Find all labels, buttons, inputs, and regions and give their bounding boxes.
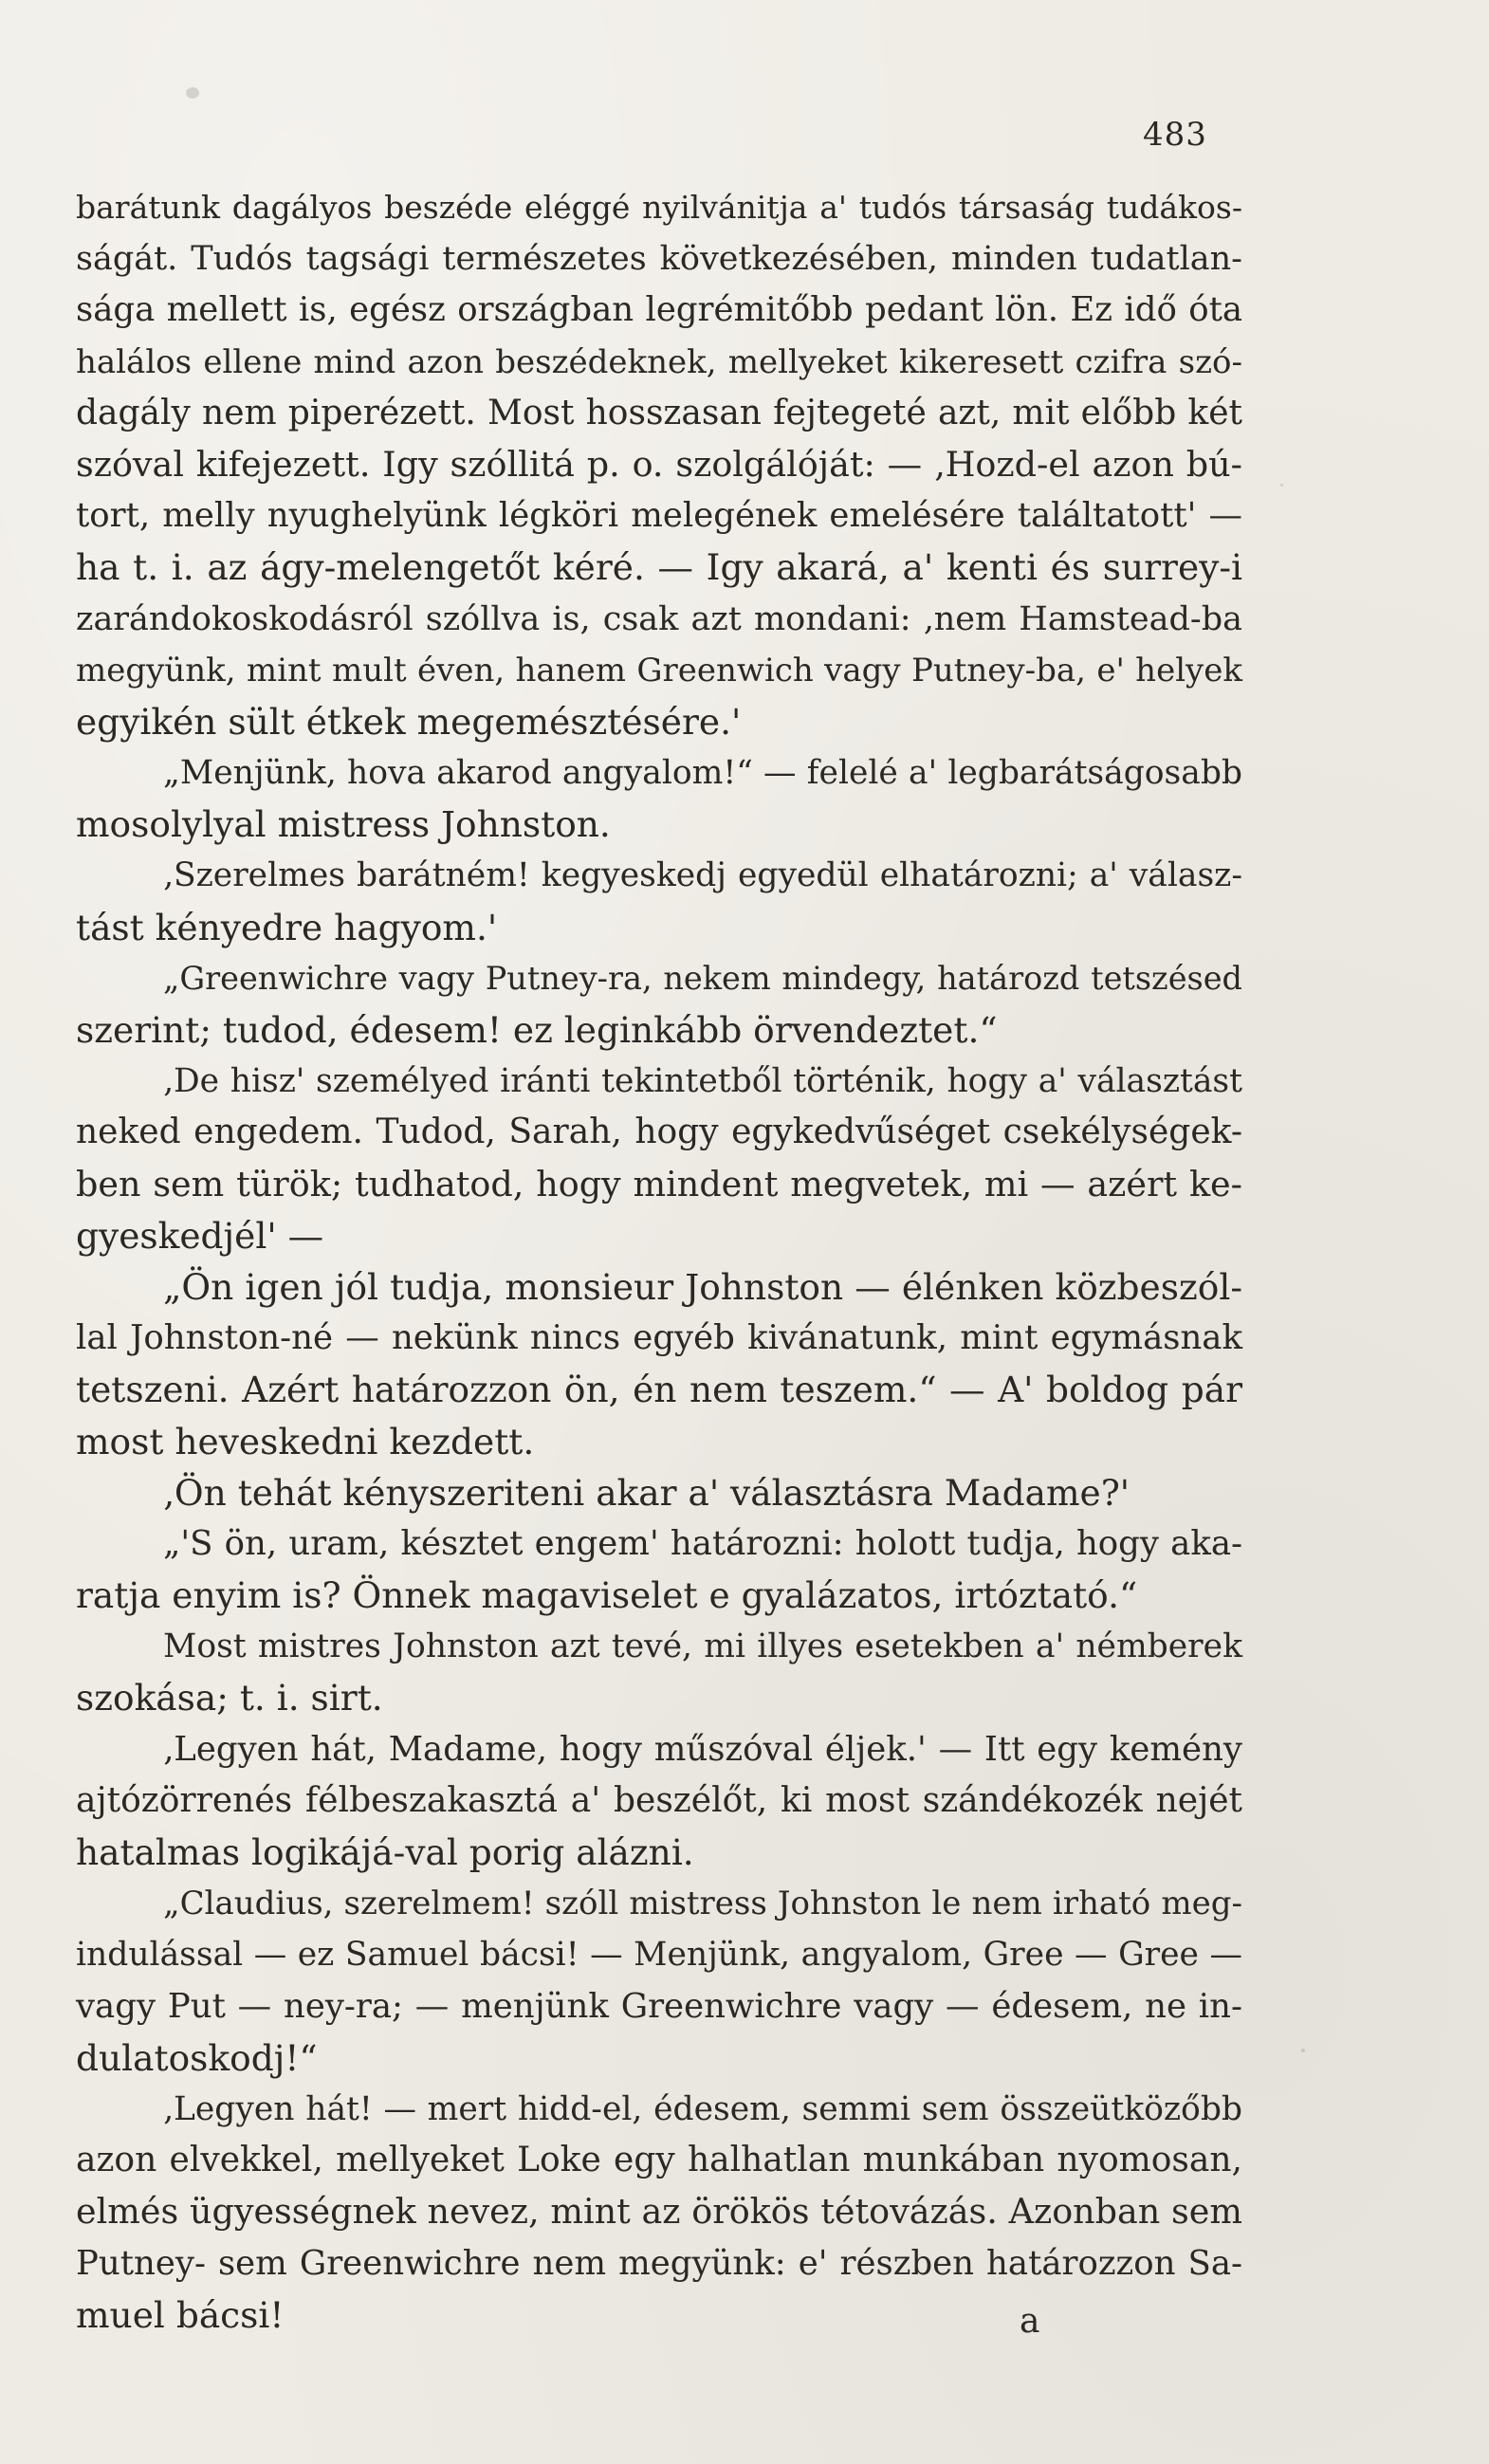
text-line: lal Johnston-né — nekünk nincs egyéb kivánatunk, mint egymásnak [76, 1318, 1242, 1358]
text-line: gyeskedjél' — [76, 1214, 324, 1257]
text-line: szokása; t. i. sirt. [76, 1677, 383, 1719]
text-line: muel bácsi! [76, 2293, 285, 2336]
text-line: tást kényedre hagyom.' [76, 906, 498, 948]
text-line: elmés ügyességnek nevez, mint az örökös tétovázás. Azonban sem [76, 2191, 1242, 2233]
text-line: ha t. i. az ágy-melengetőt kéré. — Igy akará, a' kenti és surrey-i [76, 546, 1242, 589]
text-line: indulással — ez Samuel bácsi! — Menjünk, angyalom, Gree — Gree — [76, 1936, 1242, 1975]
text-line: szerint; tudod, édesem! ez leginkább örvendeztet.“ [76, 1009, 998, 1051]
body-text [76, 182, 1242, 2341]
text-line: ‚Szerelmes barátném! kegyeskedj egyedül elhatározni; a' válasz- [163, 856, 1242, 895]
text-line: tort, melly nyughelyünk légköri melegének emelésére találtatott' — [76, 496, 1242, 536]
text-line: mosolylyal mistress Johnston. [76, 803, 611, 846]
text-line: „Menjünk, hova akarod angyalom!“ — felelé a' legbarátságosabb [163, 754, 1242, 793]
text-line: hatalmas logikájá-val porig alázni. [76, 1831, 694, 1873]
text-line: most heveskedni kezdett. [76, 1420, 535, 1462]
signature-mark: a [1020, 2302, 1040, 2341]
text-line: szóval kifejezett. Igy szóllitá p. o. szolgálóját: — ‚Hozd-el azon bú- [76, 443, 1242, 485]
text-line: tetszeni. Azért határozzon ön, én nem teszem.“ — A' boldog pár [76, 1369, 1242, 1411]
text-line: megyünk, mint mult éven, hanem Greenwich vagy Putney-ba, e' helyek [76, 651, 1242, 690]
text-line: vagy Put — ney-ra; — menjünk Greenwichre vagy — édesem, ne in- [76, 1986, 1242, 2026]
text-line: ‚Legyen hát! — mert hidd-el, édesem, semmi sem összeütközőbb [163, 2089, 1242, 2128]
text-line: ságát. Tudós tagsági természetes következésében, minden tudatlan- [76, 240, 1242, 279]
paper-speck [186, 87, 199, 99]
text-line: ‚Ön tehát kényszeriteni akar a' választásra Madame?' [163, 1471, 1131, 1514]
text-line: „Greenwichre vagy Putney-ra, nekem mindegy, határozd tetszésed [163, 959, 1242, 997]
text-line: ratja enyim is? Önnek magaviselet e gyalázatos, irtóztató.“ [76, 1574, 1138, 1617]
text-line: azon elvekkel, mellyeket Loke egy halhatlan munkában nyomosan, [76, 2141, 1242, 2180]
paper-speck [1280, 484, 1283, 487]
text-line: neked engedem. Tudod, Sarah, hogy egykedvűséget csekélységek- [76, 1112, 1242, 1152]
text-line: dulatoskodj!“ [76, 2036, 318, 2079]
text-line: egyikén sült étkek megemésztésére.' [76, 700, 742, 743]
text-line: „Ön igen jól tudja, monsieur Johnston — élénken közbeszól- [163, 1265, 1242, 1308]
text-line: „Claudius, szerelmem! szóll mistress Johnston le nem irható meg- [163, 1885, 1242, 1923]
text-line: Most mistres Johnston azt tevé, mi illyes esetekben a' némberek [163, 1627, 1242, 1666]
text-line: zarándokoskodásról szóllva is, csak azt mondani: ‚nem Hamstead-ba [76, 599, 1242, 638]
text-line: Putney- sem Greenwichre nem megyünk: e' részben határozzon Sa- [76, 2243, 1242, 2283]
text-line: „'S ön, uram, késztet engem' határozni: holott tudja, hogy aka- [163, 1523, 1242, 1563]
text-line: dagály nem piperézett. Most hosszasan fejtegeté azt, mit előbb két [76, 393, 1242, 432]
text-line: ajtózörrenés félbeszakasztá a' beszélőt, ki most szándékozék nejét [76, 1780, 1242, 1820]
text-line: barátunk dagályos beszéde eléggé nyilvánitja a' tudós társaság tudákos- [76, 189, 1242, 226]
text-line: ‚Legyen hát, Madame, hogy műszóval éljek.' — Itt egy kemény [163, 1729, 1242, 1769]
text-line: sága mellett is, egész országban legrémitőbb pedant lön. Ez idő óta [76, 290, 1242, 330]
text-line: ben sem türök; tudhatod, hogy mindent megvetek, mi — azért ke- [76, 1163, 1242, 1204]
page-number: 483 [1143, 116, 1207, 154]
text-line: halálos ellene mind azon beszédeknek, mellyeket kikeresett czifra szó- [76, 342, 1242, 381]
paper-speck [1301, 2049, 1305, 2052]
text-line: ‚De hisz' személyed iránti tekintetből történik, hogy a' választást [163, 1062, 1242, 1101]
